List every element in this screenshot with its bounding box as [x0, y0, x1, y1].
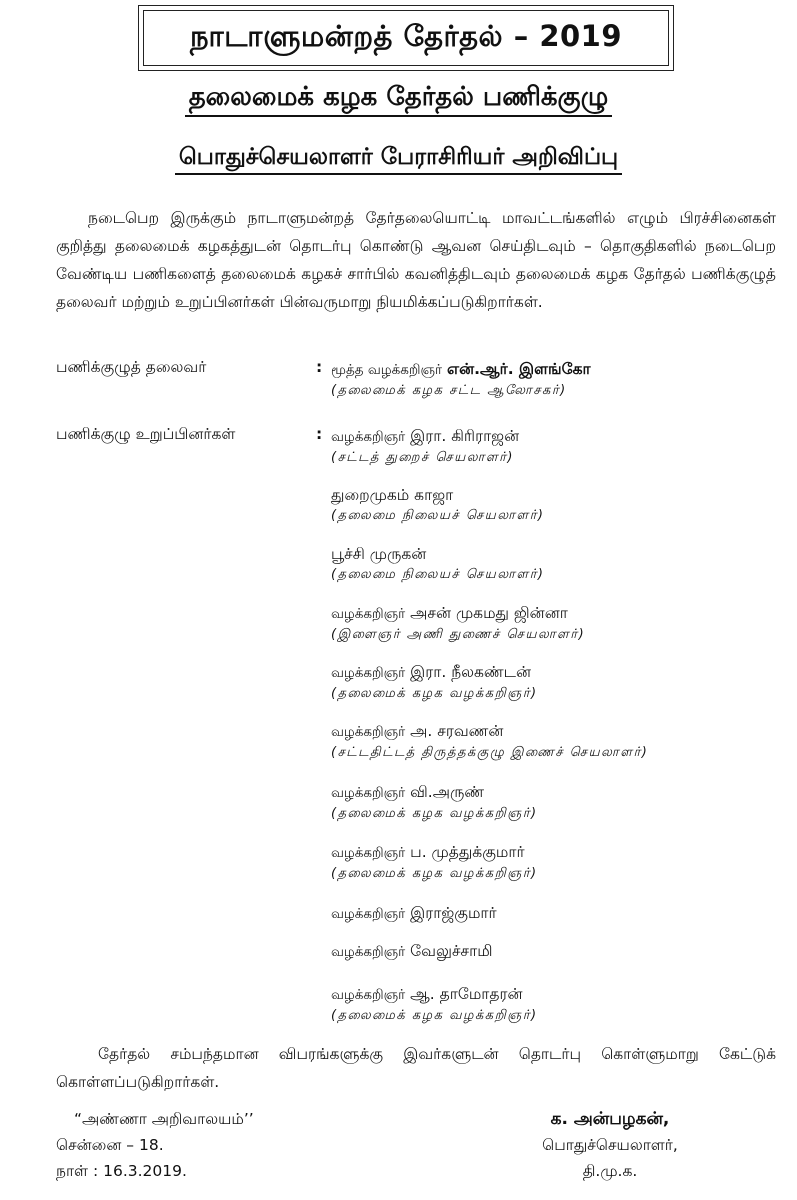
- member-designation: (தலைமைக் கழக வழக்கறிஞர்): [331, 1008, 538, 1023]
- member-designation: (தலைமைக் கழக வழக்கறிஞர்): [331, 686, 538, 701]
- member-entry: வழக்கறிஞர் ஆ. தாமோதரன் (தலைமைக் கழக வழக்கறிஞர்): [331, 983, 781, 1026]
- signatory-name: க. அன்பழகன்,: [550, 1109, 670, 1129]
- signatory-title: பொதுச்செயலாளர்,: [542, 1136, 678, 1154]
- title-banner: [143, 10, 669, 66]
- chair-entry: [331, 358, 781, 401]
- city: சென்னை – 18.: [56, 1136, 164, 1154]
- date: நாள் : 16.3.2019.: [56, 1162, 187, 1180]
- member-entry: வழக்கறிஞர் இராஜ்குமார்: [331, 904, 497, 922]
- heading-announcement: பொதுச்செயலாளர் பேராசிரியர் அறிவிப்பு: [0, 144, 797, 173]
- member-name: வி.அருண்: [410, 783, 485, 801]
- banner-text: நாடாளுமன்றத் தேர்தல் – 2019: [189, 19, 623, 53]
- signatory-party: தி.மு.க.: [582, 1162, 638, 1180]
- member-entry: வழக்கறிஞர் இரா. நீலகண்டன் (தலைமைக் கழக வழக்கறிஞர்): [331, 661, 781, 704]
- member-designation: (சட்டத் துறைச் செயலாளர்): [331, 450, 514, 465]
- member-entry: வழக்கறிஞர் வேலுச்சாமி: [331, 942, 493, 960]
- heading-committee: தலைமைக் கழக தேர்தல் பணிக்குழு: [0, 82, 797, 115]
- members-colon: :: [316, 425, 323, 443]
- intro-paragraph: நடைபெற இருக்கும் நாடாளுமன்றத் தேர்தலையொட்டி மாவட்டங்களில் எழும் பிரச்சினைகள் குறித்து தலைமைக் கழகத்துடன் தொடர்பு கொண்டு ஆவன செய்திடவும் – தொகுதிகளில் நடைபெற வேண்டிய பணிகளைத் தலைமைக் கழகச் சார்பில் கவனித்திடவும் தலைமைக் கழக தேர்தல் பணிக்குழுத் தலைவர் மற்றும் உறுப்பினர்கள் பின்வருமாறு நியமிக்கப்படுகிறார்கள்.: [56, 209, 776, 311]
- member-entry: வழக்கறிஞர் இரா. கிரிராஜன் (சட்டத் துறைச் செயலாளர்): [331, 425, 781, 468]
- member-designation: (தலைமை நிலையச் செயலாளர்): [331, 567, 545, 582]
- member-name: இரா. கிரிராஜன்: [410, 427, 520, 445]
- member-name: இராஜ்குமார்: [410, 904, 497, 922]
- member-entry: வழக்கறிஞர் அ. சரவணன் (சட்டதிட்டத் திருத்தக்குழு இணைச் செயலாளர்): [331, 720, 781, 763]
- building-name: “அண்ணா அறிவாலயம்’’: [74, 1110, 254, 1128]
- member-designation: (இளைஞர் அணி துணைச் செயலாளர்): [331, 627, 586, 642]
- member-designation: (தலைமை நிலையச் செயலாளர்): [331, 508, 545, 523]
- closing-paragraph: தேர்தல் சம்பந்தமான விபரங்களுக்கு இவர்களுடன் தொடர்பு கொள்ளுமாறு கேட்டுக் கொள்ளப்படுகிறார்கள்.: [56, 1045, 776, 1091]
- member-entry: [331, 543, 781, 585]
- member-name: ஆ. தாமோதரன்: [410, 985, 523, 1003]
- member-name: பூச்சி முருகன்: [331, 545, 427, 563]
- member-entry: வழக்கறிஞர் வி.அருண் (தலைமைக் கழக வழக்கறிஞர்): [331, 781, 781, 824]
- chair-colon: :: [316, 358, 323, 376]
- chair-name: என்.ஆர். இளங்கோ: [447, 360, 591, 378]
- member-designation: (தலைமைக் கழக வழக்கறிஞர்): [331, 866, 538, 881]
- members-label: பணிக்குழு உறுப்பினர்கள்: [56, 425, 236, 443]
- place-date-block: [56, 1106, 254, 1184]
- member-entry: வழக்கறிஞர் அசன் முகமது ஜின்னா (இளைஞர் அணி துணைச் செயலாளர்): [331, 602, 781, 645]
- member-name: அசன் முகமது ஜின்னா: [410, 604, 568, 622]
- chair-designation: (தலைமைக் கழக சட்ட ஆலோசகர்): [331, 383, 567, 398]
- member-name: ப. முத்துக்குமார்: [410, 843, 525, 861]
- chair-prefix: மூத்த வழக்கறிஞர்: [331, 362, 443, 378]
- member-name: அ. சரவணன்: [410, 722, 504, 740]
- member-designation: (சட்டதிட்டத் திருத்தக்குழு இணைச் செயலாளர்): [331, 745, 649, 760]
- signature-block: [510, 1106, 710, 1184]
- member-name: வேலுச்சாமி: [410, 942, 493, 960]
- chair-label: பணிக்குழுத் தலைவர்: [56, 358, 207, 376]
- member-name: துறைமுகம் காஜா: [331, 486, 454, 504]
- member-name: இரா. நீலகண்டன்: [410, 663, 532, 681]
- member-entry: [331, 484, 781, 526]
- member-designation: (தலைமைக் கழக வழக்கறிஞர்): [331, 806, 538, 821]
- member-entry: வழக்கறிஞர் ப. முத்துக்குமார் (தலைமைக் கழக வழக்கறிஞர்): [331, 841, 781, 884]
